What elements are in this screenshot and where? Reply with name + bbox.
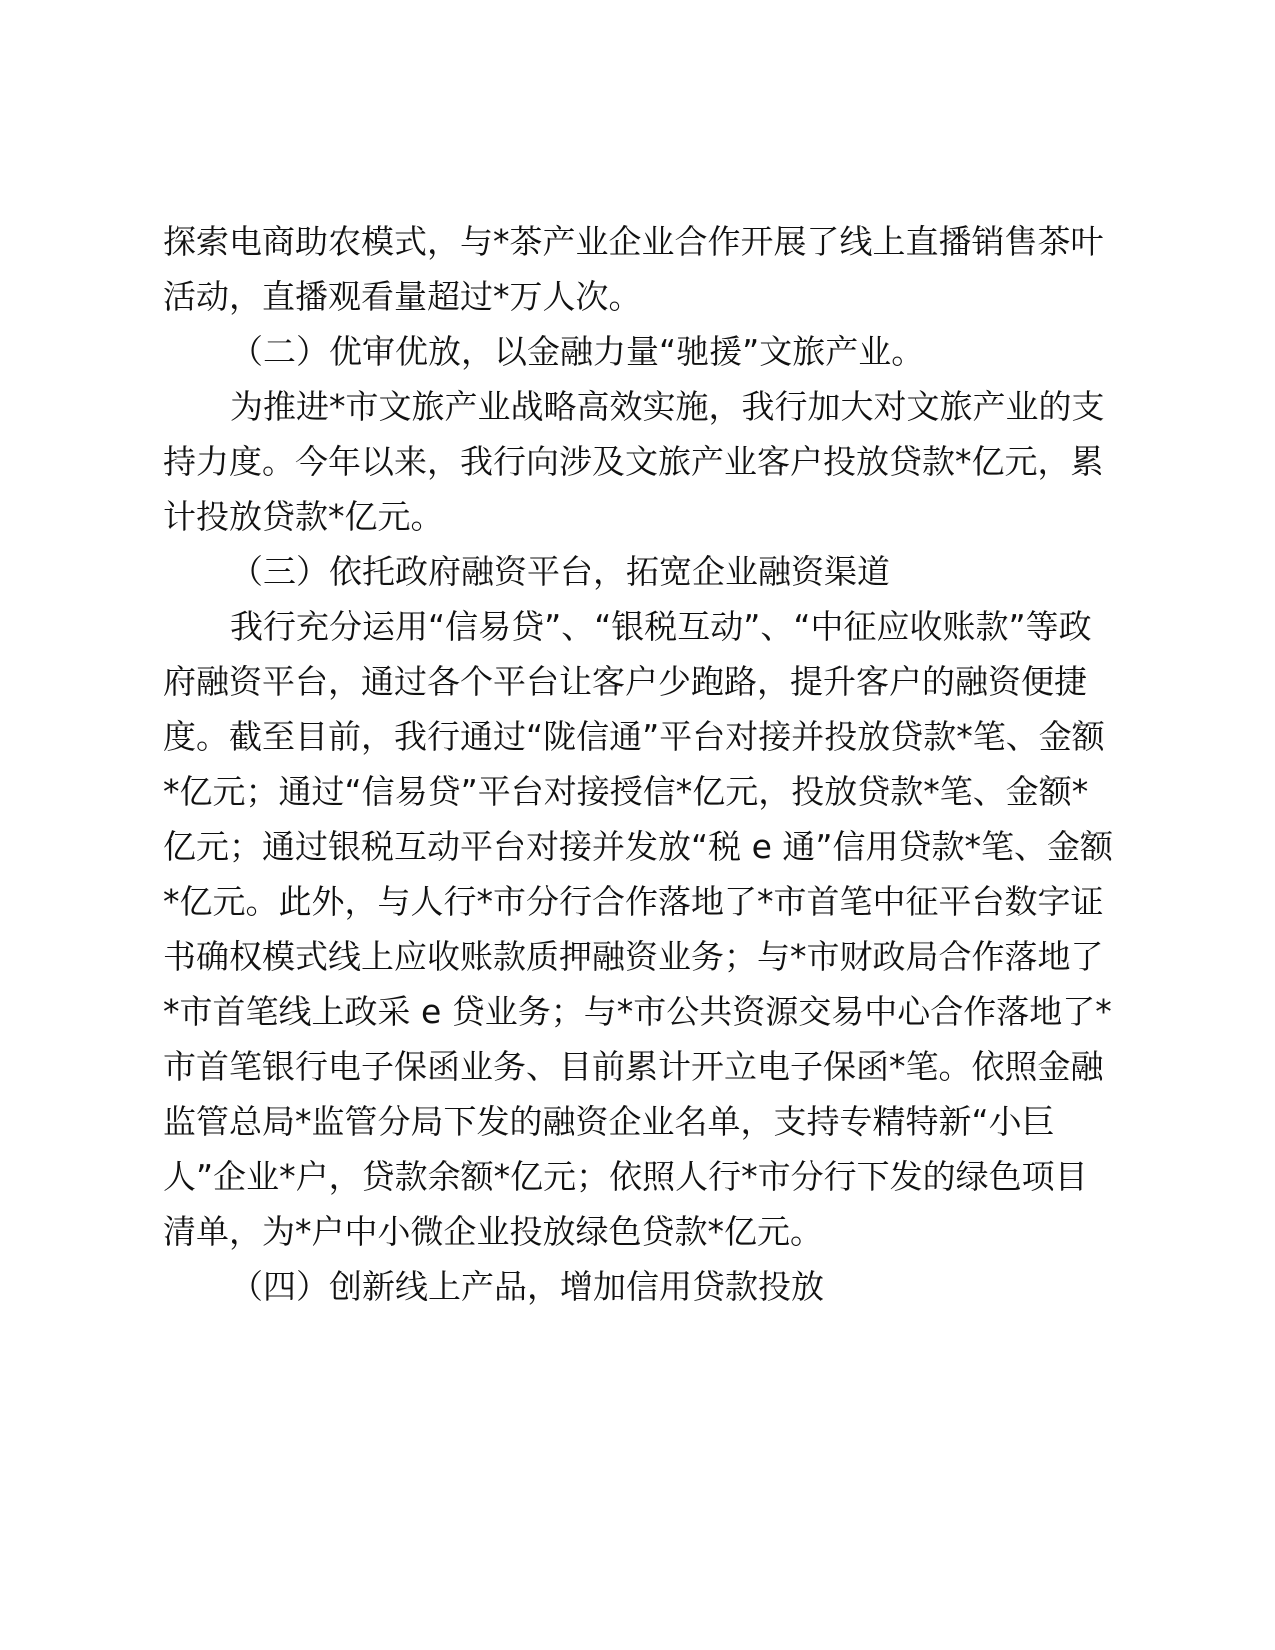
section-heading-3: （三）依托政府融资平台，拓宽企业融资渠道 xyxy=(230,552,890,591)
paragraph-line: 持力度。今年以来，我行向涉及文旅产业客户投放贷款*亿元，累 xyxy=(163,442,1104,481)
paragraph-line: *亿元。此外，与人行*市分行合作落地了*市首笔中征平台数字证 xyxy=(163,882,1104,921)
paragraph-line: 府融资平台，通过各个平台让客户少跑路，提升客户的融资便捷 xyxy=(163,662,1087,701)
paragraph-line: 计投放贷款*亿元。 xyxy=(163,497,444,536)
section-heading-2: （二）优审优放，以金融力量“驰援”文旅产业。 xyxy=(230,332,925,371)
paragraph-line: 我行充分运用“信易贷”、“银税互动”、“中征应收账款”等政 xyxy=(230,607,1092,646)
paragraph-line: 书确权模式线上应收账款质押融资业务；与*市财政局合作落地了 xyxy=(163,937,1104,976)
paragraph-line: 度。截至目前，我行通过“陇信通”平台对接并投放贷款*笔、金额 xyxy=(163,717,1105,756)
paragraph-line: 监管总局*监管分局下发的融资企业名单，支持专精特新“小巨 xyxy=(163,1102,1055,1141)
paragraph-line: *亿元；通过“信易贷”平台对接授信*亿元，投放贷款*笔、金额* xyxy=(163,772,1089,811)
paragraph-line: *市首笔线上政采 e 贷业务；与*市公共资源交易中心合作落地了* xyxy=(163,992,1112,1031)
paragraph-line: 活动，直播观看量超过*万人次。 xyxy=(163,277,642,316)
paragraph-line: 清单，为*户中小微企业投放绿色贷款*亿元。 xyxy=(163,1212,823,1251)
paragraph-line: 人”企业*户，贷款余额*亿元；依照人行*市分行下发的绿色项目 xyxy=(163,1157,1088,1196)
paragraph-line: 为推进*市文旅产业战略高效实施，我行加大对文旅产业的支 xyxy=(230,387,1105,426)
section-heading-4: （四）创新线上产品，增加信用贷款投放 xyxy=(230,1267,824,1306)
paragraph-line: 探索电商助农模式，与*茶产业企业合作开展了线上直播销售茶叶 xyxy=(163,222,1104,261)
paragraph-line: 市首笔银行电子保函业务、目前累计开立电子保函*笔。依照金融 xyxy=(163,1047,1104,1086)
paragraph-line: 亿元；通过银税互动平台对接并发放“税 e 通”信用贷款*笔、金额 xyxy=(163,827,1113,866)
